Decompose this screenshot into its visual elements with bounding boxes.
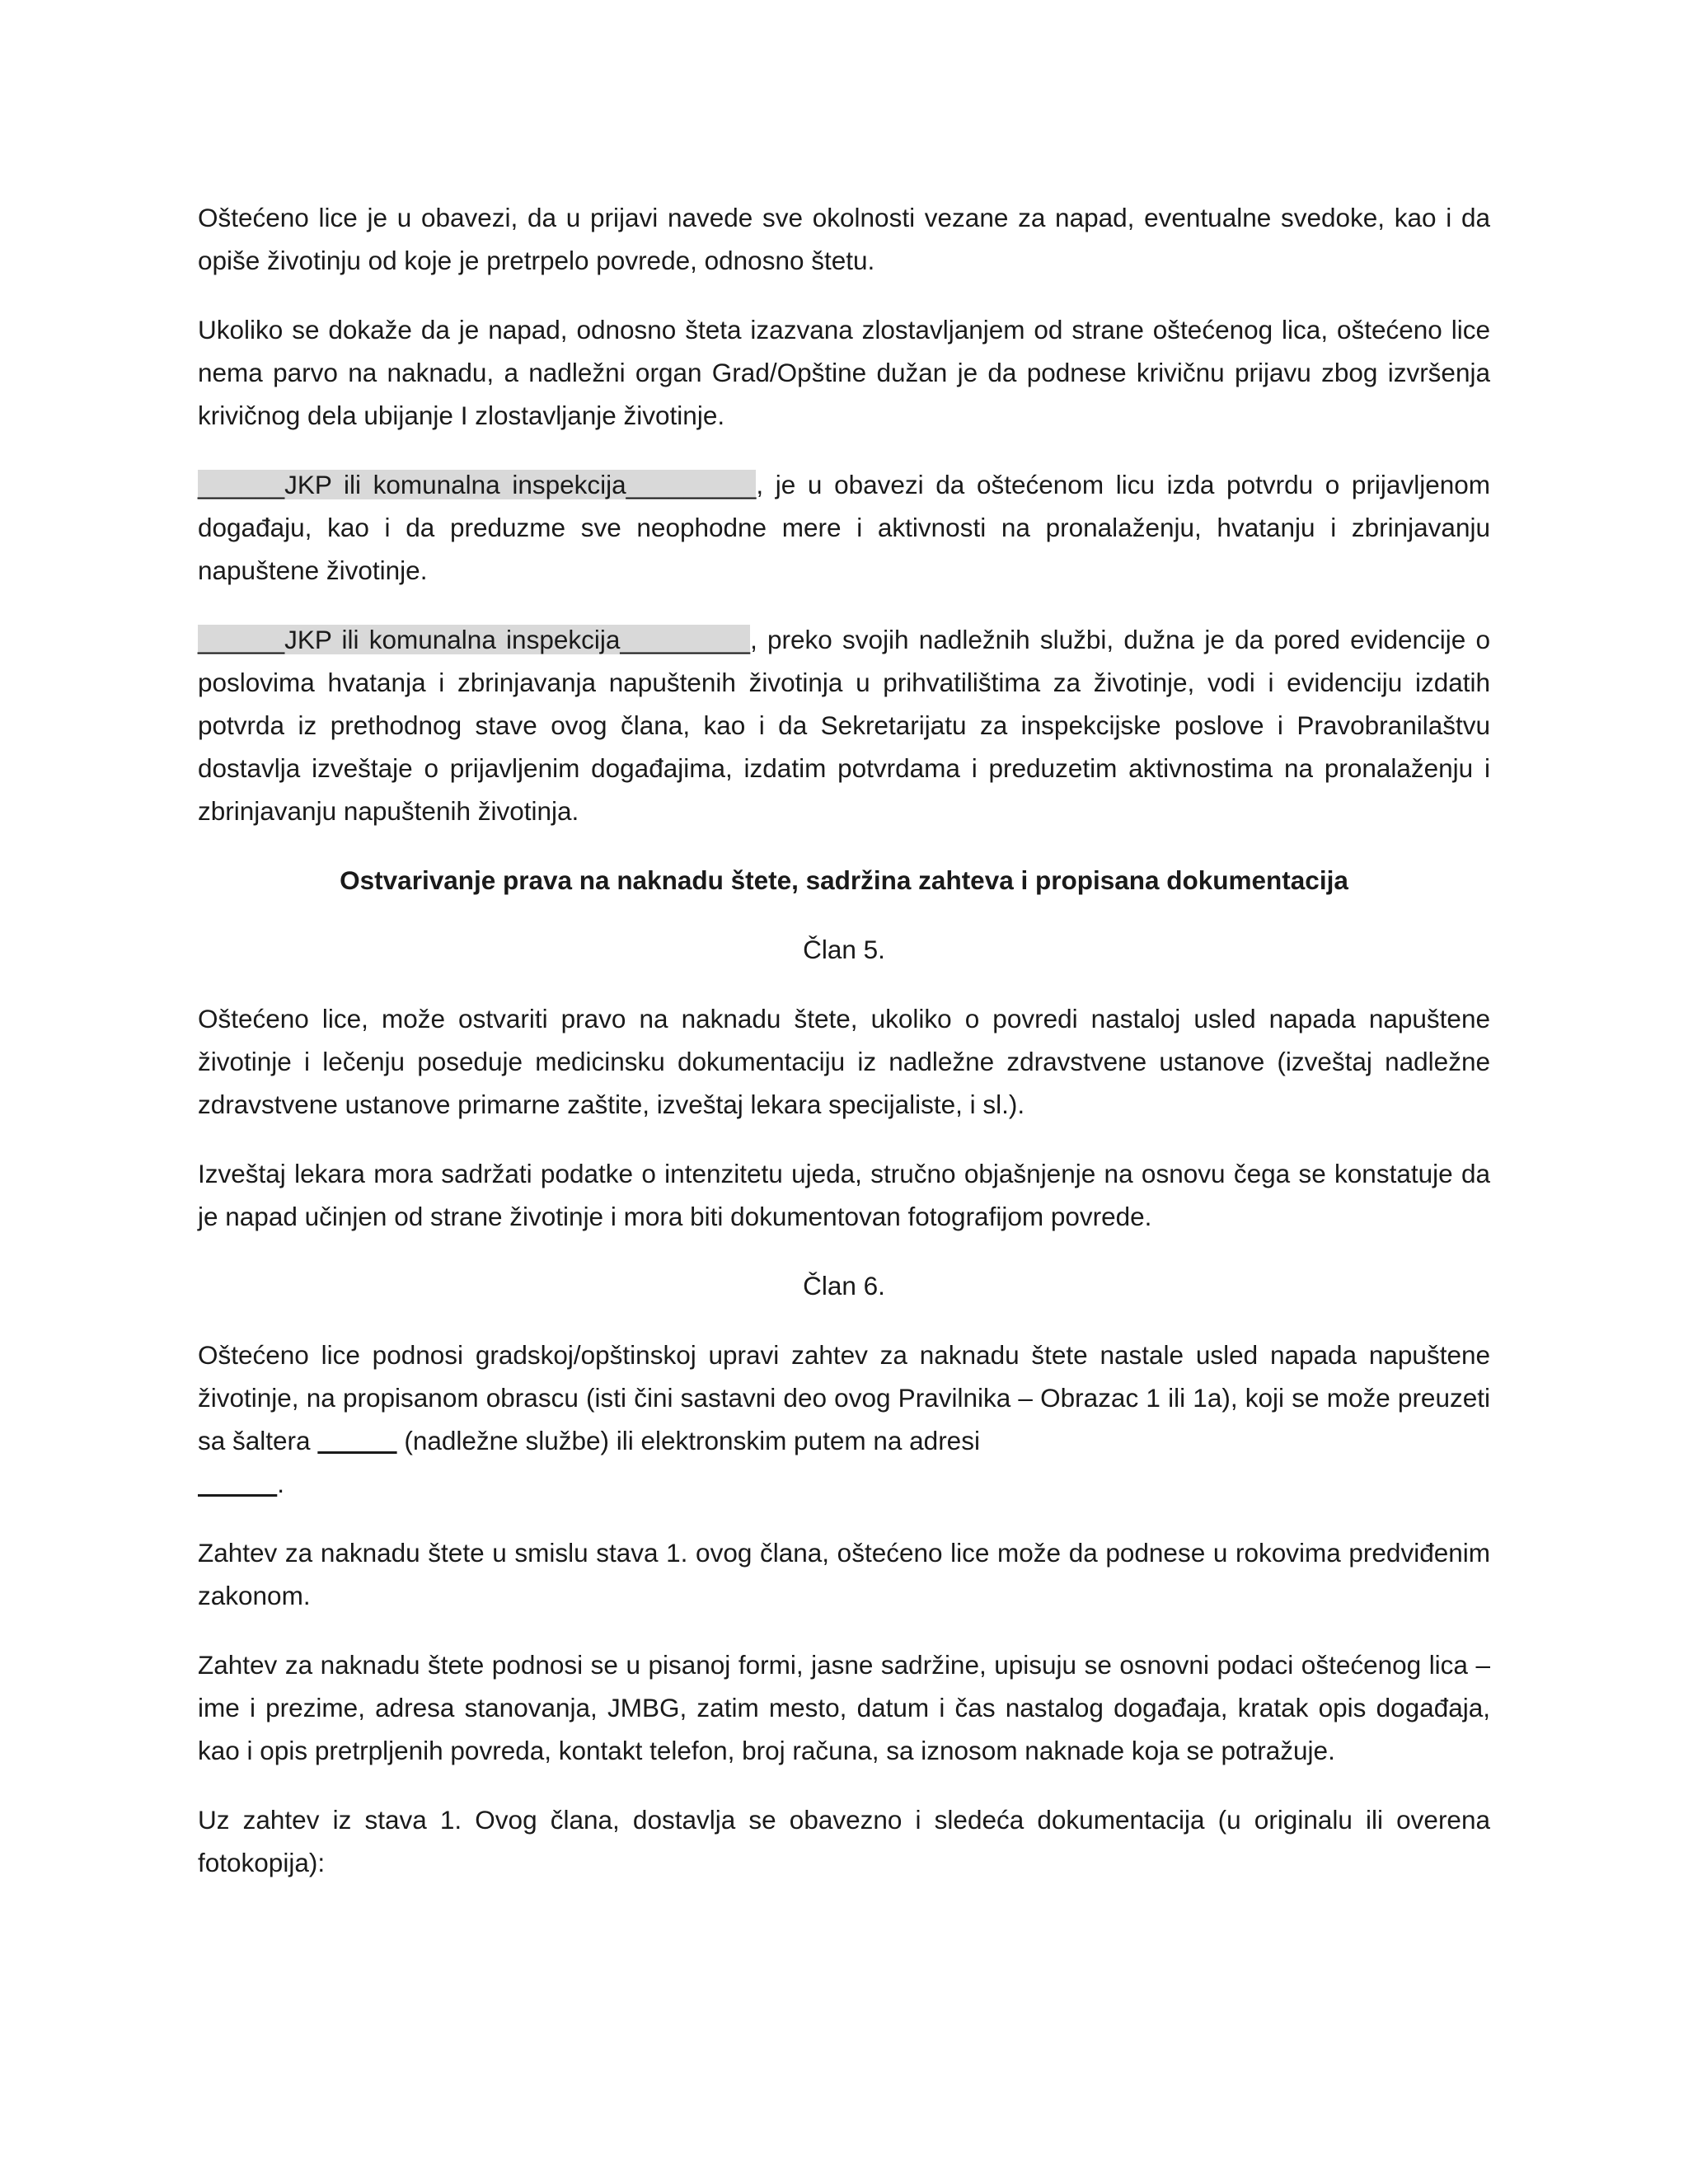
paragraph-request-content: Zahtev za naknadu štete podnosi se u pisanoj formi, jasne sadržine, upisuju se osnovni podaci oštećenog lica – ime i prezime, adresa stanovanja, JMBG, zatim mesto, datum i čas nastalog događaja, kratak opis događaja, kao i opis pretrpljenih povreda, kontakt telefon, broj računa, sa iznosom naknade koja se potražuje.: [198, 1650, 1490, 1765]
paragraph-abuse-exclusion: Ukoliko se dokaže da je napad, odnosno šteta izazvana zlostavljanjem od strane oštećenog lica, oštećeno lice nema parvo na naknadu, a nadležni organ Grad/Opštine dužan je da podnese krivičnu prijavu zbog izvršenja krivičnog dela ubijanje I zlostavljanje životinje.: [198, 315, 1490, 430]
paragraph-text: Oštećeno lice podnosi gradskoj/opštinskoj upravi zahtev za naknadu štete nastale usled napada napuštene životinje, na propisanom obrascu (isti čini sastavni deo ovog Pravilnika – Obrazac 1 ili 1a), koji se može preuzeti sa šaltera: [198, 1340, 1490, 1455]
paragraph-request-deadline: Zahtev za naknadu štete u smislu stava 1. ovog člana, oštećeno lice može da podnese u rokovima predviđenim zakonom.: [198, 1538, 1490, 1610]
article-number-5: Član 5.: [803, 935, 885, 964]
document-page: [198, 196, 1490, 1910]
blank-counter-field: [317, 1426, 396, 1455]
paragraph-text: .: [277, 1469, 285, 1498]
paragraph-text: (nadležne službe) ili elektronskim putem na adresi: [396, 1426, 980, 1455]
highlighted-placeholder: ______JKP ili komunalna inspekcija_________: [198, 625, 751, 654]
paragraph-text: , je u obavezi da oštećenom licu izda potvrdu o prijavljenom događaju, kao i da preduzme sve neophodne mere i aktivnosti na pronalaženju, hvatanju i zbrinjavanju napuštene životinje.: [198, 470, 1490, 585]
paragraph-required-documents: Uz zahtev iz stava 1. Ovog člana, dostavlja se obavezno i sledeća dokumentacija (u originalu ili overena fotokopija):: [198, 1805, 1490, 1877]
paragraph-medical-documentation: Oštećeno lice, može ostvariti pravo na naknadu štete, ukoliko o povredi nastaloj usled napada napuštene životinje i lečenju poseduje medicinsku dokumentaciju iz nadležne zdravstvene ustanove (izveštaj nadležne zdravstvene ustanove primarne zaštite, izveštaj lekara specijaliste, i sl.).: [198, 1004, 1490, 1119]
paragraph-text: , preko svojih nadležnih službi, dužna je da pored evidencije o poslovima hvatanja i zbrinjavanja napuštenih životinja u prihvatilištima za životinje, vodi i evidenciju izdatih potvrda iz prethodnog stave ovog člana, kao i da Sekretarijatu za inspekcijske poslove i Pravobranilaštvu dostavlja izveštaje o prijavljenim događajima, izdatim potvrdama i preduzetim aktivnostima na pronalaženju i zbrinjavanju napuštenih životinja.: [198, 625, 1491, 826]
article-number-6: Član 6.: [803, 1271, 885, 1301]
paragraph-report-obligation: Oštećeno lice je u obavezi, da u prijavi navede sve okolnosti vezane za napad, eventualne svedoke, kao i da opiše životinju od koje je pretrpelo povrede, odnosno štetu.: [198, 203, 1490, 275]
paragraph-doctor-report: Izveštaj lekara mora sadržati podatke o intenzitetu ujeda, stručno objašnjenje na osnovu čega se konstatuje da je napad učinjen od strane životinje i mora biti dokumentovan fotografijom povrede.: [198, 1159, 1490, 1231]
paragraph-jkp-confirmation: [198, 463, 1490, 592]
paragraph-request-submission: [198, 1333, 1490, 1505]
paragraph-jkp-records: [198, 618, 1490, 832]
section-heading: Ostvarivanje prava na naknadu štete, sadržina zahteva i propisana dokumentacija: [340, 865, 1348, 895]
blank-address-field: [198, 1469, 277, 1498]
highlighted-placeholder: ______JKP ili komunalna inspekcija_________: [198, 470, 757, 499]
